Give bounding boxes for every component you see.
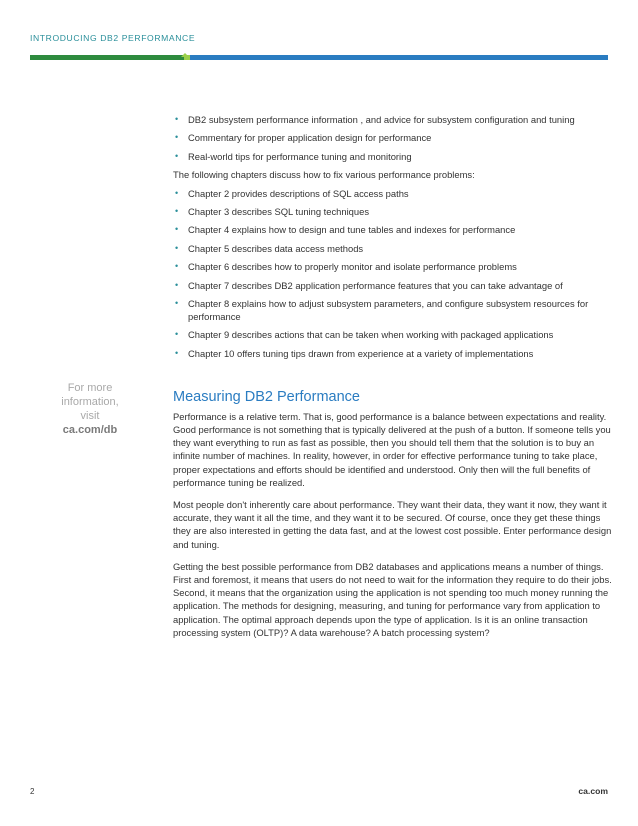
body-paragraph: Performance is a relative term. That is, good performance is a balance between expectations and reality. Good performance is not something that is typically delivered at the push of a button. If someone tells you they want everything to run as fast as possible, then you should tell them that the solution is to buy an infinite number of machines. In reality, however, in order for effective performance tuning to take place, proper expectations and efforts should be identified and understood. Only then will the full benefits of performance tuning be realized.	[173, 410, 611, 488]
list-item: • Chapter 9 describes actions that can be taken when working with packaged applications	[175, 329, 554, 341]
list-item: • Chapter 10 offers tuning tips drawn from experience at a variety of implementations	[175, 347, 534, 359]
header-rule-green	[30, 55, 184, 60]
sidebar-link[interactable]: ca.com/db	[62, 424, 118, 436]
footer-site-link[interactable]: ca.com	[578, 786, 608, 796]
bullet-icon: •	[175, 297, 179, 308]
sidebar-text-line: visit	[80, 410, 100, 422]
sidebar-callout	[44, 381, 136, 437]
chapter-bullet-list	[173, 187, 613, 360]
list-item: • Chapter 6 describes how to properly monitor and isolate performance problems	[175, 261, 517, 273]
bullet-icon: •	[175, 329, 179, 340]
list-item: • Chapter 5 describes data access methods	[175, 242, 364, 254]
topic-bullet-list	[173, 113, 613, 163]
bullet-icon: •	[175, 205, 179, 216]
list-item: • Chapter 3 describes SQL tuning techniques	[175, 205, 370, 217]
body-paragraph: Most people don't inherently care about performance. They want their data, they want it now, they want it accurate, they want it all the time, and they want it to be secured. Of course, once they get these things they are also interested in getting the data fast, and at the lowest cost possible. Enter performance design and tuning.	[173, 498, 612, 550]
bullet-icon: •	[175, 261, 179, 272]
bullet-icon: •	[175, 242, 179, 253]
bullet-icon: •	[175, 132, 179, 143]
main-content	[173, 113, 613, 648]
body-paragraph: Getting the best possible performance from DB2 databases and applications means a number of things. First and foremost, it means that users do not need to wait for the information they require to do their jobs. Second, it means that the organization using the application is not spending too much money running the application. The methods for designing, measuring, and tuning for performance vary from application to application. The optimal approach depends upon the type of application. Is it is an online transaction processing system (OLTP)? A data warehouse? A batch processing system?	[173, 560, 612, 638]
list-item: • Chapter 7 describes DB2 application performance features that you can take advantage of	[175, 279, 563, 291]
list-item: • DB2 subsystem performance information , and advice for subsystem configuration and tuning	[175, 114, 575, 125]
list-item: • Chapter 2 provides descriptions of SQL access paths	[175, 187, 409, 199]
sidebar-text-line: For more	[67, 382, 113, 394]
bullet-icon: •	[175, 114, 179, 124]
header-rule-blue	[190, 55, 608, 60]
bullet-icon: •	[175, 187, 179, 198]
sidebar-text-line: information,	[61, 396, 119, 408]
page-number: 2	[30, 787, 35, 796]
bullet-icon: •	[175, 279, 179, 290]
section-heading: Measuring DB2 Performance	[173, 388, 360, 405]
list-item: • Commentary for proper application design for performance	[175, 132, 432, 144]
chapters-intro: The following chapters discuss how to fix various performance problems:	[173, 169, 475, 181]
bullet-icon: •	[175, 347, 179, 358]
running-header: INTRODUCING DB2 PERFORMANCE	[30, 33, 196, 43]
list-item: • Chapter 4 explains how to design and tune tables and indexes for performance	[175, 224, 516, 236]
bullet-icon: •	[175, 224, 179, 235]
list-item: • Real-world tips for performance tuning and monitoring	[175, 150, 412, 162]
bullet-icon: •	[175, 150, 179, 161]
list-item: • Chapter 8 explains how to adjust subsystem parameters, and configure subsystem resources for performance	[175, 297, 589, 322]
